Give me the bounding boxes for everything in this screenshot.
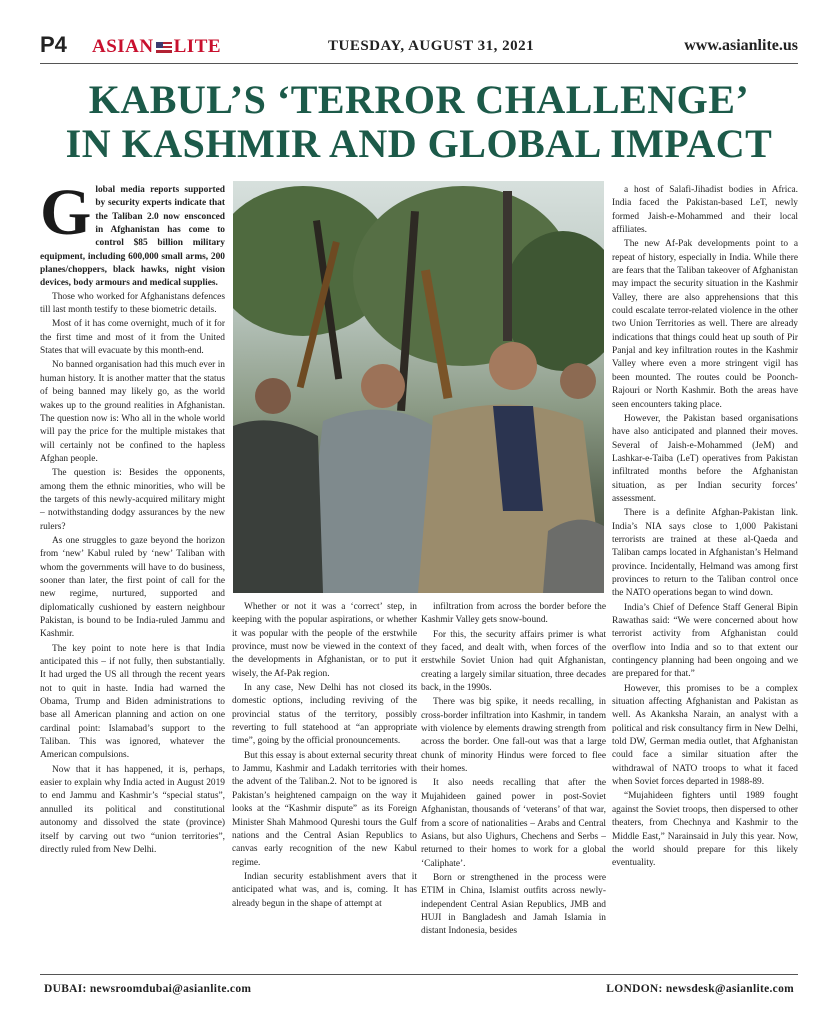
drop-cap: G: [40, 176, 92, 249]
article-paragraph: But this essay is about external security threat to Jammu, Kashmir and Ladakh territories with the advent of the Taliban.2. Not to be ignored is Pakistan’s heightened campaign on the way it looks at the “Kashmir dispute” as its Foreign Minister Shah Mahmood Qureshi tours the Gulf nations and the Central Asian Republics to canvas early recognition of the new Kabul regime.: [232, 750, 417, 868]
headline-line-2: IN KASHMIR AND GLOBAL IMPACT: [65, 121, 773, 166]
headline-line-1: KABUL’S ‘TERROR CHALLENGE’: [88, 77, 750, 122]
article-paragraph: However, this promises to be a complex situation affecting Afghanistan and Pakistan as well. As Akanksha Narain, an analyst with a political and risk consultancy firm in New Delhi, told DW, German media outlet, that Afghanistan could face a similar situation after the withdrawal of NATO troops to what it faced when Soviet forces departed in 1988-89.: [612, 683, 798, 788]
lead-paragraph: [40, 176, 225, 291]
article-paragraph: As one struggles to gaze beyond the horizon from ‘new’ Kabul ruled by ‘new’ Taliban with whom the governments will have to do business, sooner than later, the first point of call for the new regime, nurtured, supported and diplomatically cushioned by eastern neighbour Pakistan, is bound to be India-ruled Jammu and Kashmir.: [40, 535, 225, 640]
website-url[interactable]: www.asianlite.us: [684, 37, 798, 54]
article-paragraph: There is a definite Afghan-Pakistan link. India’s NIA says close to 1,000 Pakistani terrorists are trained at these al-Qaeda and Taliban camps located in Afghanistan’s Helmand province. Incidentally, Helmand was among first provinces to return to the Taliban control once the NATO operations began to wind down.: [612, 508, 798, 599]
flag-icon: [156, 42, 172, 53]
article-headline: [40, 78, 798, 166]
article-paragraph: Indian security establishment avers that it anticipated what was, and is, coming. It has already begun in the shape of attempt at: [232, 871, 417, 909]
footer-dubai-contact[interactable]: DUBAI: newsroomdubai@asianlite.com: [44, 983, 252, 995]
article-paragraph: “Mujahideen fighters until 1989 fought against the Soviet troops, then dispersed to other theaters, from Chechnya and Kashmir to the Middle East,” Narainsaid in July this year. Now, the world should prepare for this likely eventuality.: [612, 791, 798, 869]
article-paragraph: Now that it has happened, it is, perhaps, easier to explain why India acted in August 2019 to end Jammu and Kashmir’s “special status”, annulled its political and constitutional autonomy and dissolved the state (province) itself by carving out two “union territories”, directly ruled from New Delhi.: [40, 764, 225, 855]
article-paragraph: The key point to note here is that India anticipated this – if not fully, then substantially. It had urged the US all through the recent years not to quit in haste. India had warned the Obama, Trump and Biden administrations to base all American planning and action on one cardinal point: Islamabad’s support to the Taliban. This was ignored, whatever the American compulsions.: [40, 643, 225, 761]
page-footer: [40, 974, 798, 995]
masthead-logo: ASIAN LITE: [92, 36, 222, 57]
article-paragraph: Whether or not it was a ‘correct’ step, in keeping with the popular aspirations, or whether it was popular with the people of the erstwhile province, must now be viewed in the context of the developments in Afghanistan, or to put it wisely, the Af-Pak region.: [232, 602, 417, 679]
page-number: P4: [40, 32, 67, 57]
taliban-fighters-photo: [233, 181, 604, 593]
article-paragraph: No banned organisation had this much ever in human history. It is another matter that the status of being banned may likely go, as the world wakes up to the ground realities in Afghanistan. The question now is: Who all in the whole world will pay the price for the multiple mistakes that will certainly not be confined to the hapless Afghan people.: [40, 360, 225, 464]
article-paragraph: In any case, New Delhi has not closed its domestic options, including reviving of the provincial status of the territory, possibly reverting to full statehood at “an appropriate time”, going by the official pronouncements.: [232, 683, 417, 747]
article-paragraph: India’s Chief of Defence Staff General Bipin Rawathas said: “We were concerned about how terrorist activity from Afghanistan could overflow into India and so to that extent our contingency planning had been ongoing and we are prepared for that.”: [612, 602, 798, 680]
issue-date: TUESDAY, AUGUST 31, 2021: [328, 38, 535, 54]
page-header: [40, 30, 798, 66]
column-3: [421, 601, 606, 939]
lead-text: lobal media reports supported by security experts indicate that the Taliban 2.0 now ensconced in Afghanistan has come to control $85 billion military equipment, including 600,000 small arms, 200 planes/choppers, black hawks, night vision devices, body armours and medical supplies.: [40, 185, 225, 289]
column-2: [232, 601, 417, 911]
column-4: [612, 184, 798, 871]
photo-illustration: [233, 181, 604, 593]
article-paragraph: For this, the security affairs primer is what they faced, and dealt with, when forces of the erstwhile Soviet Union had quit Afghanistan, creating a largely similar situation, three decades back, in the 1990s.: [421, 629, 606, 694]
article-paragraph: There was big spike, it needs recalling, in cross-border infiltration into Kashmir, in tandem with violence by elements drawing strength from across the border. One fall-out was that a large chunk of minority Hindus were forced to flee their homes.: [421, 697, 606, 775]
article-paragraph: Most of it has come overnight, much of it for the first time and most of it from the United States that will evacuate by this month-end.: [40, 319, 225, 357]
article-paragraph: infiltration from across the border before the Kashmir Valley gets snow-bound.: [421, 602, 606, 626]
article-paragraph: The new Af-Pak developments point to a repeat of history, especially in India. While there are fears that the Taliban takeover of Afghanistan may impact the security situation in the Kashmir Valley, there are also apprehensions that this could escalate terror-related violence in the other two Union Territories as well. There are already indications that things could heat up south of Pir Panjal and key infiltration routes in the Kashmir Valley where even a more stringent vigil has been mounted. The routes could be Poonch-Rajouri or North Kashmir. Both the areas have seen encounters taking place.: [612, 239, 798, 410]
article-paragraph: Born or strengthened in the process were ETIM in China, Islamist outfits across newly-independent Central Asian Republics, JMB and HUJI in Bangladesh and Jamah Islamia in distant Indonesia, besides: [421, 872, 606, 937]
article-paragraph: a host of Salafi-Jihadist bodies in Africa. India faced the Pakistan-based LeT, newly formed Jaish-e-Mohammed and their local affiliates.: [612, 185, 798, 236]
article-paragraph: The question is: Besides the opponents, among them the ethnic minorities, who will be the targets of this newly-acquired military might – notwithstanding dodgy assurances by the new rulers?: [40, 468, 225, 532]
article-paragraph: It also needs recalling that after the Mujahideen gained power in post-Soviet Afghanistan, thousands of ‘veterans’ of that war, from a score of nationalities – Arabs and Central Asians, but also Uighurs, Chechens and Serbs – returned to their homes to work for a global ‘Caliphate’.: [421, 778, 606, 869]
column-1-body: [40, 291, 225, 857]
article-paragraph: However, the Pakistan based organisations have also anticipated and planned their moves. Several of Jaish-e-Mohammed (JeM) and Lashkar-e-Taiba (LeT) operatives from Pakistan infiltrated months before the Afghanistan situation, as per Indian security forces’ assessment.: [612, 413, 798, 504]
footer-london-contact[interactable]: LONDON: newsdesk@asianlite.com: [606, 983, 794, 995]
header-divider: [40, 63, 798, 64]
article-paragraph: Those who worked for Afghanistans defences till last month testify to these biometric details.: [40, 291, 225, 316]
column-1: [40, 176, 225, 857]
